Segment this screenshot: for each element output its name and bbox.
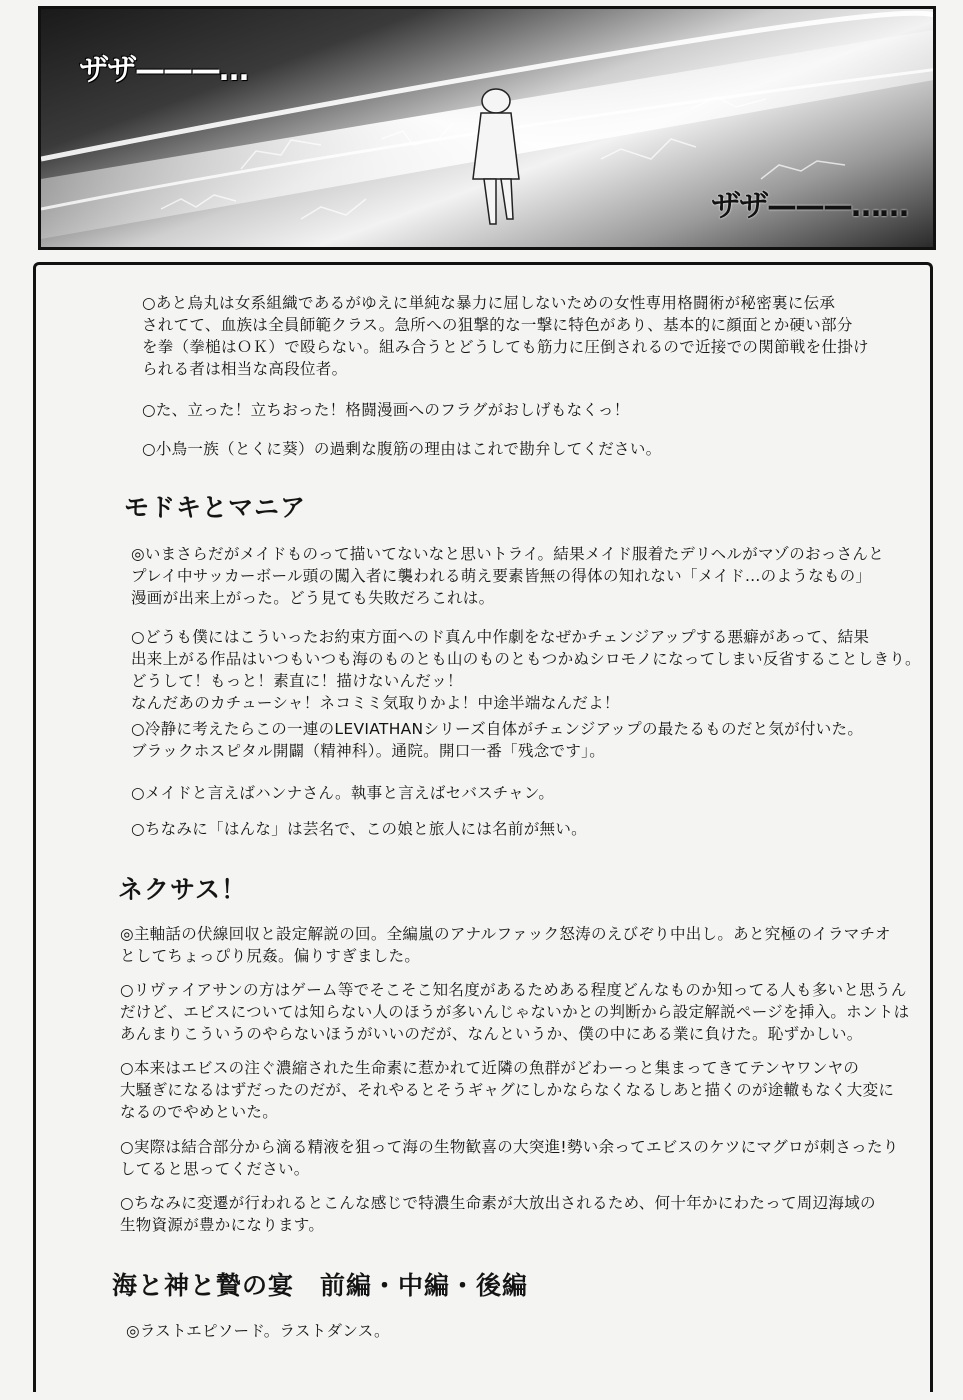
sound-effect-right: ザザ———…… — [711, 189, 907, 224]
paragraph: ○た、立った！立ちおった！格闘漫画へのフラグがおしげもなくっ！ — [142, 401, 630, 419]
paragraph: ○実際は結合部分から滴る精液を狙って海の生物歓喜の大突進!勢い余ってエビスのケツにマグロが刺さったり してると思ってください。 — [120, 1138, 899, 1178]
paragraph: ○冷静に考えたらこの一連のLEVIATHANシリーズ自体がチェンジアップの最たるものだと気が付いた。 ブラックホスピタル開闢（精神科）。通院。開口一番「残念です」。 — [131, 720, 864, 760]
paragraph: ○リヴァイアサンの方はゲーム等でそこそこ知名度があるためある程度どんなものか知ってる人も多いと思うん だけど、エビスについては知らない人のほうが多いんじゃないかとの判断から設定解説ページを挿入。ホントは あんまりこういうのやらないほうがいいのだが、なんというか、僕の中にある業に負けた。恥ずかしい。 — [120, 981, 910, 1043]
paragraph: ○どうも僕にはこういったお約束方面へのド真ん中作劇をなぜかチェンジアップする悪癖があって、結果 出来上がる作品はいつもいつも海のものとも山のものともつかぬシロモノになってしまい反省することしきり。 どうして！もっと！素直に！描けないんだッ！ なんだあのカチューシャ！ネコミミ気取りかよ！中途半端なんだよ！ — [131, 628, 921, 712]
section-heading: ネクサス！ — [118, 875, 248, 904]
section-heading: 海と神と贄の宴 前編・中編・後編 — [112, 1271, 529, 1300]
paragraph: ◎いまさらだがメイドものって描いてないなと思いトライ。結果メイド服着たデリヘルがマゾのおっさんと プレイ中サッカーボール頭の闖入者に襲われる萌え要素皆無の得体の知れない「メイド…のようなもの」 漫画が出来上がった。どう見ても失敗だろこれは。 — [131, 545, 885, 607]
paragraph: ◎ラストエピソード。ラストダンス。 — [126, 1322, 390, 1340]
sound-effect-left: ザザ———… — [79, 53, 247, 88]
paragraph: ◎主軸話の伏線回収と設定解説の回。全編嵐のアナルファック怒涛のえびぞり中出し。あと究極のイラマチオ としてちょっぴり尻姦。偏りすぎました。 — [120, 925, 891, 965]
paragraph: ○ちなみに「はんな」は芸名で、この娘と旅人には名前が無い。 — [131, 820, 587, 838]
paragraph: ○本来はエビスの注ぐ濃縮された生命素に惹かれて近隣の魚群がどわーっと集まってきてテンヤワンヤの 大騒ぎになるはずだったのだが、それやるとそうギャグにしかならなくなるしあと描くのが途轍もなく大変に なるのでやめといた。 — [120, 1059, 895, 1121]
paragraph: ○ちなみに変遷が行われるとこんな感じで特濃生命素が大放出されるため、何十年かにわたって周辺海域の 生物資源が豊かになります。 — [120, 1194, 876, 1234]
manga-panel — [38, 6, 936, 250]
paragraph: ○メイドと言えばハンナさん。執事と言えばセバスチャン。 — [131, 784, 555, 802]
section-heading: モドキとマニア — [124, 493, 307, 522]
paragraph: ○あと烏丸は女系組織であるがゆえに単純な暴力に屈しないための女性専用格闘術が秘密裏に伝承 されてて、血族は全員師範クラス。急所への狙撃的な一撃に特色があり、基本的に顔面とか硬い部分 を拳（拳槌はＯＫ）で殴らない。組み合うとどうしても筋力に圧倒されるので近接での関節戦を仕掛け られる者は相当な高段位者。 — [142, 294, 869, 378]
paragraph: ○小鳥一族（とくに葵）の過剰な腹筋の理由はこれで勘弁してください。 — [142, 440, 662, 458]
